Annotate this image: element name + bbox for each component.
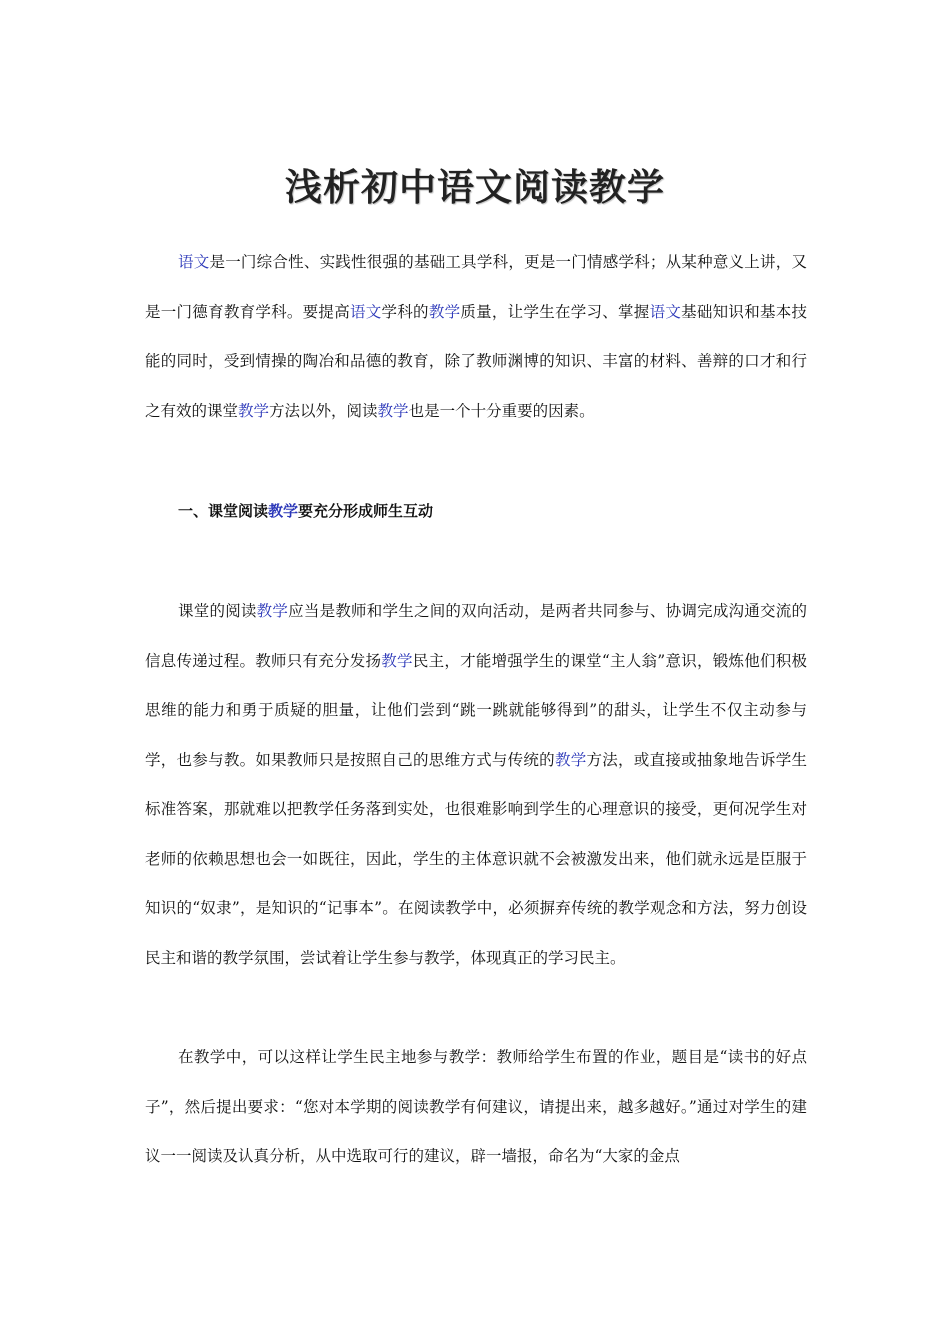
keyword-link[interactable]: 教学 bbox=[377, 401, 409, 420]
keyword-link[interactable]: 语文 bbox=[649, 302, 682, 321]
keyword-link[interactable]: 教学 bbox=[268, 502, 299, 520]
paragraph-text: 应当是教师和学生之间的双向活动，是两者共同参与、协调完成沟通交流的信息传递过程。教师只有充分发扬 bbox=[145, 602, 807, 670]
keyword-link[interactable]: 教学 bbox=[256, 602, 289, 620]
paragraph-text: 是一门综合性、实践性很强的基础工具学科，更是一门情感学科；从某种意义上讲，又是一门德育教育学科。要提高 bbox=[145, 253, 807, 321]
paragraph-intro bbox=[145, 238, 807, 436]
document-title: 浅析初中语文阅读教学 bbox=[285, 165, 665, 209]
paragraph-text: 学科的 bbox=[381, 302, 429, 321]
paragraph-section-1 bbox=[145, 587, 807, 983]
keyword-link[interactable]: 教学 bbox=[428, 302, 461, 321]
paragraph-text: 要充分形成师生互动 bbox=[298, 502, 434, 520]
paragraph-text: 方法，或直接或抽象地告诉学生标准答案，那就难以把教学任务落到实处，也很难影响到学生的心理意识的接受，更何况学生对老师的依赖思想也会一如既往，因此，学生的主体意识就不会被激发出来，他们就永远是臣服于知识的“奴隶”，是知识的“记事本”。在阅读教学中，必须摒弃传统的教学观念和方法，努力创设民主和谐的教学氛围，尝试着让学生参与教学，体现真正的学习民主。 bbox=[145, 750, 807, 967]
keyword-link[interactable]: 教学 bbox=[238, 401, 270, 420]
paragraph-text: 一、课堂阅读 bbox=[178, 502, 269, 520]
keyword-link[interactable]: 教学 bbox=[381, 651, 413, 670]
paragraph-text: 方法以外，阅读 bbox=[269, 401, 378, 420]
keyword-link[interactable]: 语文 bbox=[178, 253, 210, 271]
keyword-link[interactable]: 教学 bbox=[554, 750, 587, 769]
paragraph-text: 基础知识和基本技能的同时，受到情操的陶冶和品德的教育，除了教师渊博的知识、丰富的材料、善辩的口才和行之有效的课堂 bbox=[145, 302, 807, 420]
paragraph-section-1-example bbox=[145, 1033, 807, 1182]
paragraph-text: 质量，让学生在学习、掌握 bbox=[460, 302, 650, 321]
paragraph-text: 在教学中，可以这样让学生民主地参与教学：教师给学生布置的作业，题目是“读书的好点子”，然后提出要求：“您对本学期的阅读教学有何建议，请提出来，越多越好。”通过对学生的建议一一阅读及认真分析，从中选取可行的建议，辟一墙报，命名为“大家的金点 bbox=[145, 1048, 807, 1165]
paragraph-text: 课堂的阅读 bbox=[178, 602, 257, 620]
paragraph-text: 民主，才能增强学生的课堂“主人翁”意识，锻炼他们积极思维的能力和勇于质疑的胆量，让他们尝到“跳一跳就能够得到”的甜头，让学生不仅主动参与学，也参与教。如果教师只是按照自己的思维方式与传统的 bbox=[145, 651, 807, 769]
paragraph-text: 也是一个十分重要的因素。 bbox=[408, 401, 595, 420]
keyword-link[interactable]: 语文 bbox=[349, 302, 382, 321]
section-heading-1 bbox=[178, 496, 798, 526]
